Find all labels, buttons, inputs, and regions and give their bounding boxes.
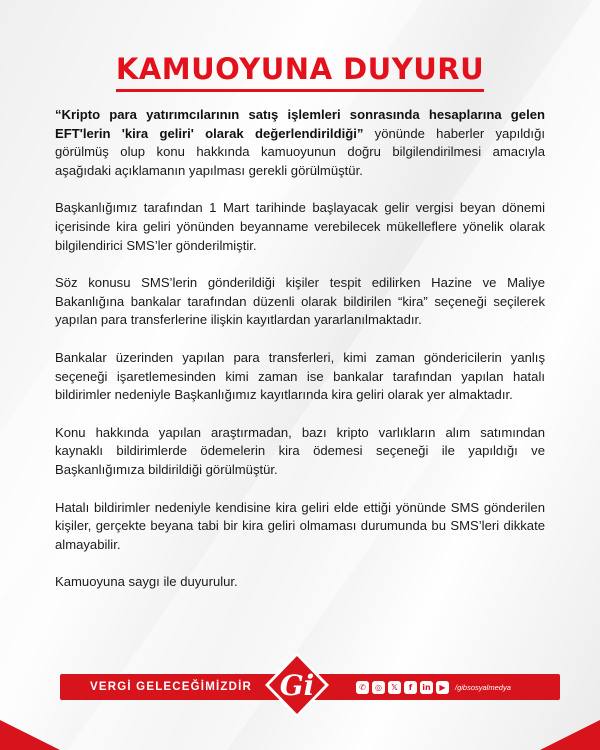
footer-slogan: VERGİ GELECEĞİMİZDİR: [90, 681, 253, 693]
paragraph-7: Kamuoyuna saygı ile duyurulur.: [55, 574, 238, 590]
instagram-icon[interactable]: ◎: [372, 681, 385, 694]
social-handle: /gibsosyalmedya: [455, 682, 511, 692]
social-links: [356, 680, 511, 694]
logo-letter: Gi: [279, 669, 315, 702]
linkedin-icon[interactable]: in: [420, 681, 433, 694]
x-icon[interactable]: 𝕏: [388, 681, 401, 694]
paragraph-4: Bankalar üzerinden yapılan para transferleri, kimi zaman göndericilerin yanlış seçeneği işaretlemesinden kimi zaman ise bankalar tarafından yapılan hatalı bildirimler nedeniyle Başkanlığımız kayıtlarında kira geliri olarak yer almaktadır.: [55, 349, 545, 403]
paragraph-1-bold: “Kripto para yatırımcılarının satış işlemleri sonrasında hesaplarına gelen EFT'lerin 'kira geliri' olarak değerlendirildiği”: [55, 107, 545, 141]
gib-logo-icon: [263, 650, 331, 720]
paragraph-6: Hatalı bildirimler nedeniyle kendisine kira geliri elde ettiği yönünde SMS gönderilen kişiler, gerçekte beyana tabi bir kira geliri olmaması durumunda bu SMS’leri dikkate almayabilir.: [55, 499, 545, 552]
facebook-icon[interactable]: f: [404, 681, 417, 694]
announcement-body: [55, 106, 545, 611]
whatsapp-icon[interactable]: ✆: [356, 681, 369, 694]
title-container: [0, 52, 600, 92]
page-title: KAMUOYUNA DUYURU: [116, 52, 484, 92]
paragraph-3: Söz konusu SMS’lerin gönderildiği kişiler tespit edilirken Hazine ve Maliye Bakanlığına bankalar tarafından düzenli olarak bildirilen “kira” seçeneği seçilerek yapılan para transferlerine ilişkin kayıtlardan yararlanılmaktadır.: [55, 275, 545, 328]
paragraph-5: Konu hakkında yapılan araştırmadan, bazı kripto varlıkların alım satımından kaynaklı bildirimlerde ödemelerin kira ödemesi seçeneği ile yapıldığı ve Başkanlığımıza bildirildiği görülmüştür.: [55, 424, 545, 477]
youtube-icon[interactable]: ▶: [436, 681, 449, 694]
paragraph-1-rest: yönünde haberler yapıldığı görülmüş olup konu hakkında kamuoyunun doğru bilgilendirilmesi amacıyla aşağıdaki açıklamanın yapılması gerekli görülmüştür.: [55, 125, 545, 178]
paragraph-1: [55, 106, 545, 180]
paragraph-2: Başkanlığımız tarafından 1 Mart tarihinde başlayacak gelir vergisi beyan dönemi içerisinde kira geliri yönünden beyanname verebilecek mükelleflere yönelik olarak bilgilendirici SMS’ler gönderilmiştir.: [55, 200, 545, 253]
